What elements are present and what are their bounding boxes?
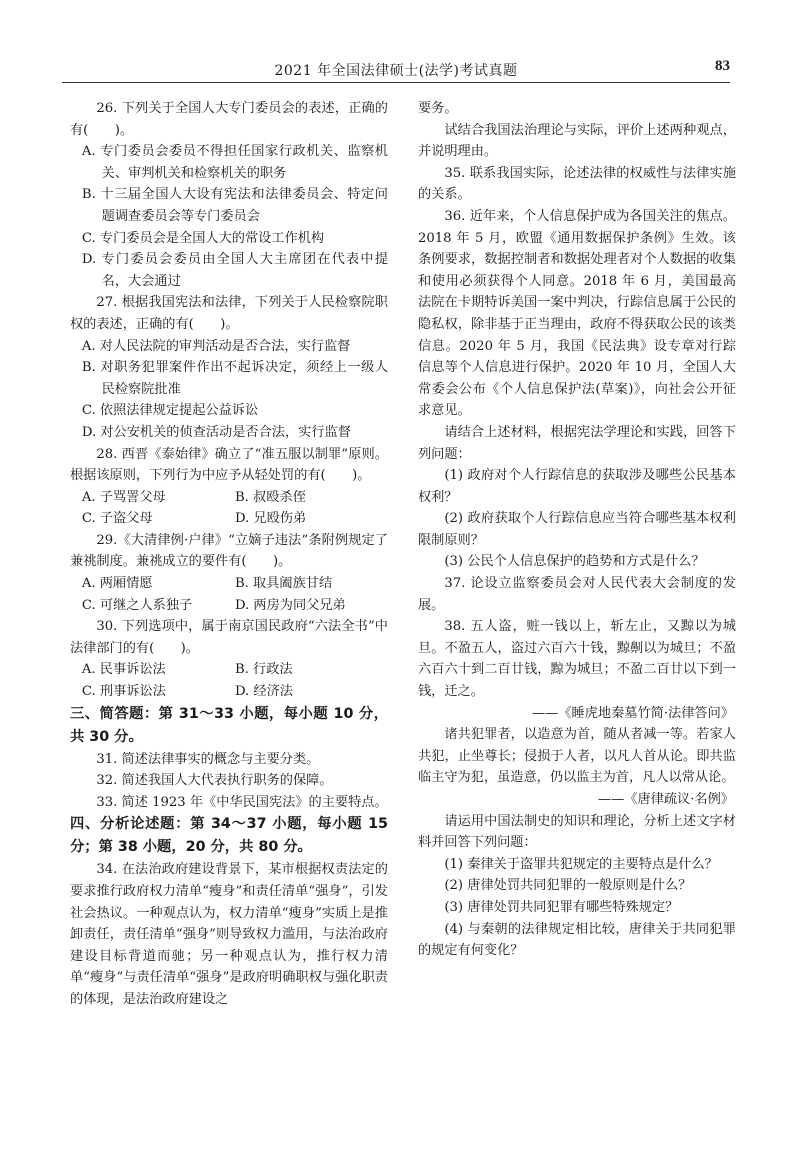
question-30: 30. 下列选项中，属于南京国民政府“六法全书”中法律部门的有( )。 [70,619,388,656]
option-29d: D. 两房为同父兄弟 [234,597,346,613]
option-26d: D. 专门委员会委员由全国人大主席团在代表中提名，大会通过 [81,252,388,289]
options-29-row1 [70,573,388,595]
question-35: 35. 联系我国实际，论述法律的权威性与法律实施的关系。 [418,165,736,203]
option-29b: B. 取具阖族甘结 [234,576,333,592]
question-38-prompt: 请运用中国法制史的知识和理论，分析上述文字材料并回答下列问题： [418,813,736,851]
question-36-sub-3: (3) 公民个人信息保护的趋势和方式是什么？ [444,554,705,570]
options-29-row2 [70,595,388,617]
options-30-row2 [70,681,388,703]
option-30a: A. 民事诉讼法 [81,662,166,678]
question-32: 32. 简述我国人大代表执行职务的保障。 [96,773,333,789]
question-29: 29.《大清律例·户律》“立嫡子违法”条附例规定了兼祧制度。兼祧成立的要件有( )。 [70,532,388,570]
option-26b: B. 十三届全国人大设有宪法和法律委员会、特定问题调查委员会等专门委员会 [81,187,388,224]
section-4-heading: 四、分析论述题：第 34～37 小题，每小题 15 分；第 38 小题，20 分，共 80 分。 [70,816,388,856]
question-36-material: 36. 近年来，个人信息保护成为各国关注的焦点。2018 年 5 月，欧盟《通用数据保护条例》生效。该条例要求，数据控制者和数据处理者对个人数据的收集和使用必须获得个人同意。2018 年 6 月，美国最高法院在卡期特诉美国一案中判决，行踪信息属于公民的隐私权，除非基于正当理由，政府不得获取公民的该类信息。2020 年 5 月，我国《民法典》设专章对行踪信息等个人信息进行保护。2020 年 10 月，全国人大常委会公布《个人信息保护法(草案)》，向社会公开征求意见。 [418,208,736,419]
option-27d: D. 对公安机关的侦查活动是否合法，实行监督 [81,424,351,440]
question-38-quote-1: 38. 五人盗，赃一钱以上，斩左止，又黥以为城旦。不盈五人，盗过六百六十钱，黥劓以为城旦；不盈六百六十到二百廿钱，黥为城旦；不盈二百廿以下到一钱，迁之。 [418,619,736,700]
question-38-sub-2: (2) 唐律处罚共同犯罪的一般原则是什么？ [444,878,692,894]
page-header [62,56,730,83]
question-26: 26. 下列关于全国人大专门委员会的表述，正确的有( )。 [70,101,388,138]
question-28: 28. 西晋《泰始律》确立了“准五服以制罪”原则。根据该原则，下列行为中应予从轻处罚的有( )。 [70,446,388,484]
option-26c: C. 专门委员会是全国人大的常设工作机构 [81,230,325,246]
option-30c: C. 刑事诉讼法 [81,684,166,700]
section-3-heading: 三、简答题：第 31～33 小题，每小题 10 分，共 30 分。 [70,705,388,745]
question-36-sub-2: (2) 政府获取个人行踪信息应当符合哪些基本权利限制原则？ [418,511,736,548]
question-33: 33. 简述 1923 年《中华民国宪法》的主要特点。 [96,794,388,810]
option-29c: C. 可继之人系独子 [81,597,193,613]
option-28b: B. 叔殴杀侄 [234,489,306,505]
option-27a: A. 对人民法院的审判活动是否合法，实行监督 [81,338,351,354]
option-28a: A. 子骂詈父母 [81,489,166,505]
option-28d: D. 兄殴伤弟 [234,511,307,527]
question-38-source-2: ——《唐律疏议·名例》 [597,792,734,807]
option-29a: A. 两厢情愿 [81,576,153,592]
question-36-sub-1: (1) 政府对个人行踪信息的获取涉及哪些公民基本权利？ [418,468,736,505]
question-36-prompt: 请结合上述材料，根据宪法学理论和实践，回答下列问题： [418,424,736,462]
question-38-sub-3: (3) 唐律处罚共同犯罪有哪些特殊规定？ [444,899,679,915]
question-38-source-1: ——《睡虎地秦墓竹简·法律答问》 [531,705,734,721]
question-34-part1: 34. 在法治政府建设背景下，某市根据权责法定的要求推行政府权力清单“瘦身”和责任清单“强身”，引发社会热议。一种观点认为，权力清单“瘦身”实质上是推卸责任，责任清单“强身”则导致权力滥用，与法治政府建设目标背道而驰；另一种观点认为，推行权力清单“瘦身”与责任清单“强身”是政府明确职权与强化职责的体现，是法治政府建设之 [70,862,388,1007]
option-28c: C. 子盗父母 [81,511,153,527]
options-28-row2 [70,508,388,530]
option-26a: A. 专门委员会委员不得担任国家行政机关、监察机关、审判机关和检察机关的职务 [81,144,388,181]
options-30-row1 [70,659,388,681]
question-34-part2: 要务。 [418,101,458,116]
question-27: 27. 根据我国宪法和法律，下列关于人民检察院职权的表述，正确的有( )。 [70,295,388,332]
options-28-row1 [70,487,388,509]
option-30d: D. 经济法 [234,684,293,700]
question-37: 37. 论设立监察委员会对人民代表大会制度的发展。 [418,576,736,613]
running-title: 2021 年全国法律硕士(法学)考试真题 [274,63,518,79]
question-31: 31. 简述法律事实的概念与主要分类。 [96,751,320,767]
right-column [418,98,736,962]
left-column [70,98,388,1011]
option-27c: C. 依照法律规定提起公益诉讼 [81,403,259,419]
question-34-prompt: 试结合我国法治理论与实际，评价上述两种观点，并说明理由。 [418,122,736,160]
question-38-quote-2: 诸共犯罪者，以造意为首，随从者减一等。若家人共犯，止坐尊长；侵损于人者，以凡人首从论。即共监临主守为犯，虽造意，仍以监主为首，凡人以常从论。 [418,727,736,786]
option-30b: B. 行政法 [234,662,293,678]
question-38-sub-1: (1) 秦律关于盗罪共犯规定的主要特点是什么？ [444,856,718,872]
page-number: 83 [715,58,730,74]
question-38-sub-4: (4) 与秦朝的法律规定相比较，唐律关于共同犯罪的规定有何变化？ [418,921,736,959]
option-27b: B. 对职务犯罪案件作出不起诉决定，须经上一级人民检察院批准 [81,360,388,397]
